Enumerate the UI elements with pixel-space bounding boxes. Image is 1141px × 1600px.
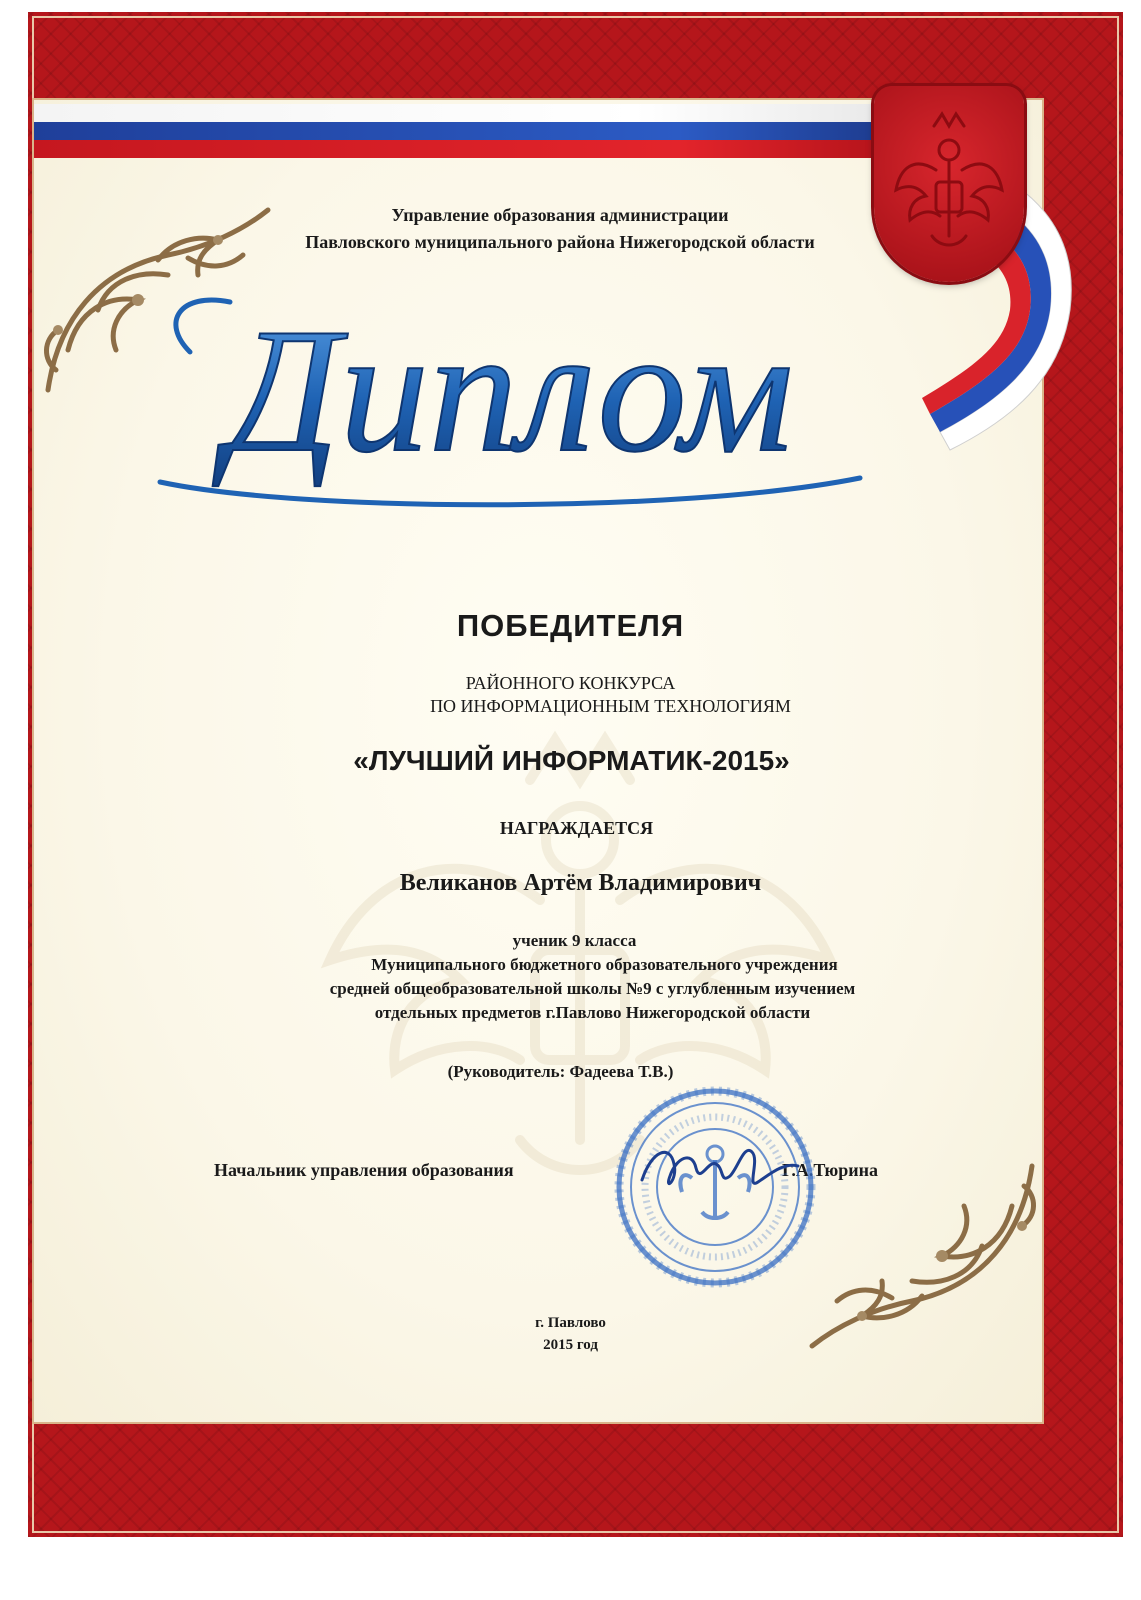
footer-year: 2015 год	[543, 1337, 598, 1353]
diploma-title-text: Диплом	[226, 291, 794, 489]
contest-line-1: РАЙОННОГО КОНКУРСА	[465, 673, 676, 693]
footer-place: г. Павлово	[535, 1315, 606, 1331]
school-line-3: отдельных предметов г.Павлово Нижегородской области	[374, 1003, 811, 1022]
coat-of-arms-shield	[874, 86, 1024, 282]
awarded-label: НАГРАЖДАЕТСЯ	[499, 818, 654, 838]
flag-stripe-red	[34, 140, 894, 158]
school-line-2: средней общеобразовательной школы №9 с углубленным изучением	[329, 979, 856, 998]
issuer-block	[230, 202, 890, 256]
winner-label: ПОБЕДИТЕЛЯ	[456, 608, 685, 643]
contest-name: «ЛУЧШИЙ ИНФОРМАТИК-2015»	[353, 745, 790, 776]
coat-of-arms-icon	[874, 86, 1024, 282]
flag-stripe-blue	[34, 122, 894, 140]
student-grade: ученик 9 класса	[512, 931, 637, 950]
leader-line: (Руководитель: Фадеева Т.В.)	[447, 1062, 674, 1081]
stamp-icon	[612, 1080, 818, 1294]
issuer-line-1: Управление образования администрации	[391, 205, 729, 225]
contest-line-2: ПО ИНФОРМАЦИОННЫМ ТЕХНОЛОГИЯМ	[430, 696, 791, 716]
diploma-title-svg	[120, 282, 900, 512]
signer-title: Начальник управления образования	[214, 1160, 514, 1180]
flag-stripe-white	[34, 104, 894, 122]
recipient-name: Великанов Артём Владимирович	[399, 870, 762, 896]
issuer-line-2: Павловского муниципального района Нижегородской области	[305, 232, 815, 252]
signer-name: Г.А.Тюрина	[782, 1160, 879, 1180]
school-line-1: Муниципального бюджетного образовательного учреждения	[371, 955, 838, 974]
diploma-title	[120, 282, 900, 512]
